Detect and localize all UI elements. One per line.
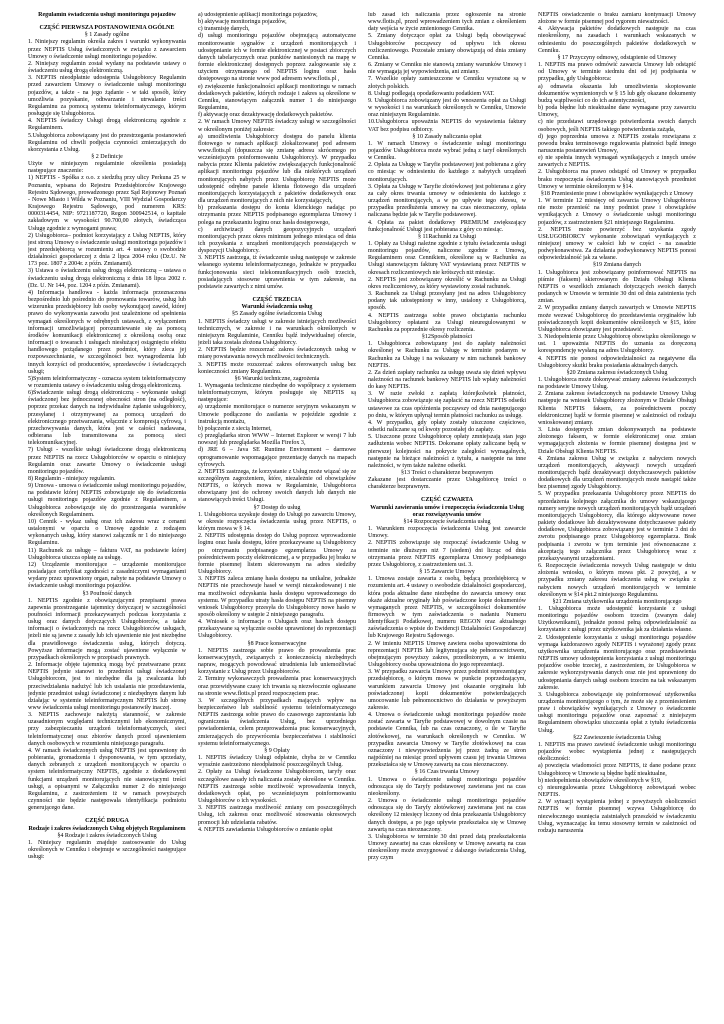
part-heading: CZĘŚĆ CZWARTA: [421, 497, 473, 504]
section-heading: §8 Prace konserwacyjne: [247, 640, 307, 647]
paragraph: 4. Umowa o świadczenie usługi monitoringu pojazdów może zostać zawarta w Taryfie podstawowej w dowolnym czasie na podstawie Cennika, lub na czas oznaczony, o ile w Taryfie złotówkowej, na warunkach określonych w Cenniku. W przypadku zawarcia Umowy w Taryfie złotówkowej na czas oznaczony i niewypowiedzenia jej przez żadną ze stron najpóźniej na miesiąc przed upływem czasu jej trwania Umowa przekształca się w Umowę zawartą na czas nieoznaczony.: [368, 712, 526, 769]
paragraph: 2. Udostępnienie korzystania z usługi monitoringu pojazdów wymaga każdorazowo zgody NEPTIS i wyrażonej zgody przez użytkownika urządzenia monitorującego oraz przedstawienia NEPTIS umowy udostępnienia korzystania z usługi monitoringu pojazdów osobie trzeciej, z zastrzeżeniem, że Usługobiorca w zakresie wykorzystywania danych oraz nie jest uprawniony do udostępniania danych usługi osobom trzecim na tak wskazanym zakresie.: [538, 634, 696, 691]
section-heading: §12Sposób płatności: [421, 334, 473, 341]
part-heading: Warunki świadczenia usług: [241, 304, 313, 311]
paragraph: 2. Umowa o świadczenie usługi monitoringu pojazdów odnosząca się do Taryfy złotówkowej zawierana jest na czas określony 12 miesięcy liczony od dnia przekazania Usługobiorcy danych dostępu, a po jego upływie przekształca się w Umowę zawartą na czas nieoznaczony.: [368, 798, 526, 833]
paragraph: 1. Umowa o świadczenie usługi monitoringu pojazdów odnosząca się do Taryfy podstawowej zawierana jest na czas nieokreślony.: [368, 776, 526, 797]
paragraph: 4. W ramach świadczonych usług NEPTIS jest uprawniony do pobierania, gromadzenia i dysponowania, w tym sprzedaży, danych zebranych z urządzeń monitorujących w oparciu o system teleinformatyczny NEPTIS, zgodnie z dodatkowymi funkcjami urządzeń monitorujących nie stanowiącymi treści usługi, a opisanymi w Załączniku numer 2 do niniejszego Regulaminu, z zastrzeżeniem iż w ramach powyższych czynności nie będzie następowała identyfikacja podmiotu generującego dane.: [28, 747, 186, 812]
paragraph: 4. NEPTIS zastrzega sobie prawo obciążania rachunku Usługobiorcy opłatami za Usługi nieuregulowanymi w Rachunku za poprzednie okresy rozliczenia.: [368, 312, 526, 333]
paragraph: 1. Usługobiorca może dokonywać zmiany zakresu świadczonych na podstawie Umowy Usług.: [538, 376, 696, 391]
paragraph: d) usługi monitoringu pojazdów obejmującą automatyczne monitorowanie sygnałów z urządzeń monitorujących i udostępnianie ich w formie elektronicznej w postaci zbiorczych danych tabelarycznych oraz punktów naniesionych na mapę w formie elektronicznej dostępnych poprzez zalogowanie się z użyciem otrzymanego od NEPTIS loginu oraz hasła dostępowego na stronie www pod adresem www.flotis.pl ,: [198, 33, 356, 83]
paragraph: 2. NEPTIS będzie rozszerzać zakres świadczonych usług w miarę powstawania nowych możliwości technicznych.: [198, 347, 356, 361]
paragraph: 3. Lista dostępnych zmian dokonywanych na podstawie złożonego faksem, w formie elektronicznej oraz zmian wymagających złożenia w formie pisemnej dostępna jest w Dziale Obsługi Klienta NEPTIS.: [538, 427, 696, 455]
paragraph: 1. W ramach Umowy o świadczenie usługi monitoringu pojazdów Usługobiorca może wybrać jedną z taryf określonych w Cenniku.: [368, 140, 526, 162]
paragraph: c) przeglądarka stron WWW – Internet Explorer w wersji 7 lub nowszej lub przeglądarka Mozilla Firefox 3,: [198, 433, 356, 447]
paragraph: a) udostępnienie aplikacji monitoringu pojazdów,: [198, 12, 318, 18]
section-heading: §18 Przeniesienie praw i obowiązków wynikających z Umowy: [540, 190, 694, 197]
paragraph: lub zasad ich naliczania przez ogłoszenie na stronie www.flotis.pl, przed wprowadzeniem tych zmian z określeniem daty wejścia w życie zmienionego Cennika.: [368, 12, 526, 33]
paragraph: c) archiwizacji danych geopozycyjnych urządzeń monitorujących przez okres minimum jednego miesiąca od dnia ich pozyskania z urządzeń monitorujących pozostających w dyspozycji Usługobiorcy.: [198, 226, 356, 255]
paragraph: 4. Opłata za pakiet dodatkowy PREMIUM zwiększający funkcjonalność Usługi jest pobierana z góry co miesiąc.: [368, 219, 526, 233]
column-2: [198, 12, 356, 1024]
column-4: [538, 12, 696, 1024]
column-3: [368, 12, 526, 1024]
paragraph: 1. Wymagania techniczne niezbędne do współpracy z systemem teleinformatycznym, którym posługuje się NEPTIS są następujące:: [198, 382, 356, 404]
paragraph: b) niedopełnienia obowiązków określonych w §19,: [538, 777, 662, 784]
paragraph: 6)Świadczenie usługi drogą elektroniczną - wykonanie usługi świadczonej bez jednoczesnej obecności stron (na odległość), poprzez przekaz danych na indywidualne żądanie usługobiorcy, przesyłanej i otrzymywanej za pomocą urządzeń do elektronicznego przetwarzania, włącznie z kompresją cyfrową, i przechowywania danych, która jest w całości nadawana, odbierana lub transmitowana za pomocą sieci telekomunikacyjnej.: [28, 390, 186, 447]
paragraph: Użyte w niniejszym regulaminie określenia posiadają następujące znaczenie:: [28, 161, 186, 175]
paragraph: 3. Usługobiorca zobowiązuje się poinformować użytkownika urządzenia monitorującego o tym, że może się z przeniesieniem praw i obowiązków wynikających z Umowy o świadczenie usługi monitoringu pojazdów oraz zapoznać z niniejszym Regulaminem obowiązku uiszczania opłat z tytułu świadczenia Usług.: [538, 691, 696, 734]
paragraph: 3. NEPTIS zastrzega możliwość zmiany cen poszczególnych Usług, ich zakresu oraz możliwość stosowania okresowych promocji lub udzielania rabatów.: [198, 805, 356, 826]
section-heading: §4 Rodzaje i zakres świadczonych Usług: [57, 832, 157, 839]
paragraph: 2. NEPTIS zastrzega, że korzystanie z Usług może wiązać się ze szczególnym zagrożeniem, które, niezależnie od obowiązków NEPTIS, o których mowa w Regulaminie, Usługobiorca obowiązany jest do ochrony swoich danych lub danych nie stanowiących treści Usługi.: [198, 468, 356, 504]
paragraph: 1. Usługobiorca może udostępnić korzystanie z usługi monitoringu pojazdów osobom trzecim (zwanym dalej Użytkownikami), jednakże ponosi pełną odpowiedzialność za korzystanie z usługi przez użytkownika jak za działania własne.: [538, 605, 696, 634]
paragraph: e) nie spełnia innych wymagań wynikających z innych umów zawartych z NEPTIS.: [538, 155, 696, 169]
paragraph: 9) Umowa - umowa o świadczenie usługi monitoringu pojazdów, na podstawie której NEPTIS zobowiązuje się do świadczenia usługi monitoringu pojazdów zgodnie z Regulaminem, a Usługobiorca zobowiązuje się do przestrzegania warunków określonych Regulaminem.: [28, 483, 186, 518]
paragraph: d) JRE 6 – Java SE Runtime Environment – darmowe oprogramowanie wspomagające prezentację danych na mapach cyfrowych.: [198, 447, 356, 468]
paragraph: 2. Usługobiorca ma prawo odstąpić od Umowy w przypadku braku rozpoczęcia świadczenia Usług stanowiących przedmiot Umowy w terminie określonym w §14.: [538, 169, 696, 190]
section-heading: §14 Rozpoczęcie świadczenia usług: [403, 518, 491, 525]
paragraph: 7) Usługi - wszelkie usługi świadczone drogą elektroniczną przez NEPTIS na rzecz Usługobiorców w oparciu o niniejszy Regulamin oraz zawarte Umowy o świadczenie usługi monitoringu pojazdów.: [28, 447, 186, 475]
section-heading: § 10 Zasady naliczania opłat: [412, 133, 482, 140]
part-heading: CZĘŚĆ TRZECIA: [252, 297, 302, 304]
paragraph: a) umożliwienia Usługobiorcy dostępu do panelu klienta flotowego w ramach aplikacji zlokalizowanej pod adresem www.flotis.pl (dopuszcza się zmianę adresu skrócenego po wcześniejszym poinformowaniu Usługobiorcy). W przypadku nabycia przez Klienta pakietów zwiększających funkcjonalność aplikacji monitoringu pojazdów lub dla niektórych urządzeń monitorujących nabytych przez Usługobiorcę NEPTIS może udostępnić odrębne panele klienta flotowego dla urządzeń monitorujących korzystających z pakietów dodatkowych oraz dla urządzeń monitorujących z nich nie korzystających,: [198, 133, 356, 205]
paragraph: 2. Zmiana zakresu świadczonych na podstawie Umowy Usług następuje na wniosek Usługobiorcy złożonym w Dziale Obsługi Klienta NEPTIS faksem, za pośrednictwem poczty elektronicznej bądź w formie pisemnej w zależności od rodzaju wnioskowanej zmiany.: [538, 391, 696, 426]
paragraph: c) nie przedstawi urzędowego potwierdzenia swoich danych osobowych, jeśli NEPTIS takiego potwierdzenia zażąda,: [538, 119, 696, 133]
section-heading: § 9 Opłaty: [264, 747, 290, 754]
section-heading: §20 Zmiana zakresu świadczonych Usług: [566, 369, 668, 376]
paragraph: 3. Opłata za Usługę w Taryfie złotówkowej jest pobierana z góry za cały okres trwania umowy w odniesieniu do każdego z urządzeń monitorujących, a w po upływie tego okresu, w przypadku przedłużenia umowy na czas nieoznaczony, opłata naliczana będzie jak w Taryfie podstawowej.: [368, 183, 526, 219]
paragraph: 3. W razie zwłoki z zapłatą którejkolwiek płatności, Usługobiorca zobowiązuje się zapłacić na rzecz NEPTIS odsetki ustawowe za czas opóźnienia począwszy od dnia następującego po dniu, w którym upłynął termin płatności rachunku za usługę.: [368, 391, 526, 419]
section-heading: §21 Zmiana użytkownika urządzenia monitorującego: [552, 598, 682, 605]
paragraph: 4. NEPTIS zawiadamia Usługobiorców o zmianie opłat: [198, 826, 333, 833]
paragraph: 1. NEPTIS ma prawo odmówić zawarcia Umowy lub odstąpić od Umowy w terminie siedmiu dni od jej podpisania w przypadku, gdy Usługobiorca:: [538, 62, 696, 83]
paragraph: 3. NEPTIS zastrzega, iż świadczenie usług następuje w zakresie własnego systemu teleinformatycznego, jednakże w przypadku funkcjonowania sieci telekomunikacyjnych osób trzecich, posiadających stosowne uprawnienia w tym zakresie, na podstawie zawartych z nimi umów.: [198, 255, 356, 290]
paragraph: 2. W ramach Umowy NEPTIS świadczy usługi w szczególności w określonym poniżej zakresie:: [198, 119, 356, 133]
paragraph: 3. NEPTIS zachowuje należytą staranność, w zakresie uzasadnionym względami technicznymi lub ekonomicznymi, przy zabezpieczaniu urządzeń teleinformatycznych, sieci teleinformatycznej oraz zbiorów danych przed ujawnieniem danych osobowych w rozumieniu niniejszego paragrafu.: [28, 712, 186, 747]
part-heading: CZĘŚĆ DRUGA: [85, 818, 129, 825]
paragraph: 5. W przypadku przekazania Usługobiorcy przez NEPTIS do sprzedażenia kolejnego załącznika do umowy wskazującego numery seryjne nowych urządzeń monitorujących bądź urządzeń monitorujących Usługobiorcy, dla którego aktywowane nowe pakiety dodatkowe lub dezaktywowane dotychczasowe pakiety dodatkowe, Usługobiorca zobowiązany jest w terminie 3 dni do zwrotu podpisanego przez Usługobiorcę egzemplarza. Brak podpisania i zwrotu w tym terminie jest równoznaczne z akceptacją tego załącznika przez Usługobiorcę wraz z przekazywanymi urządzeniami.: [538, 491, 696, 562]
paragraph: 5)System teleinformatyczny - oznacza system teleinformatyczny w rozumieniu ustawy o świadczeniu usług drogą elektroniczną.: [28, 375, 186, 389]
paragraph: 1. NEPTIS zgodnie z obowiązującymi przepisami prawa zapewnia przestrzeganie tajemnicy dotyczącej w szczególności poufności informacji przekazywanych podczas korzystania z usług oraz danych dotyczących Usługobiorców, a także informacji o świadczonych na rzecz Usługobiorców usługach, jeżeli nie są jawne z zasady lub ich ujawnienie nie jest niezbędne dla prawidłowego świadczenia usług, których dotyczą. Powyższe informacje mogą zostać ujawnione wyłącznie w przypadkach określonych w przepisach prawnych.: [28, 597, 186, 661]
paragraph: b) przekazania dostępu do konta klienckiego nadając po otrzymaniu przez NEPTIS podpisanego egzemplarza Umowy i polega na przekazaniu loginu oraz hasła dostępowego,: [198, 205, 356, 226]
paragraph: 3. Niedopełnienie przez Usługobiorcę obowiązku określonego w ust. 1 upoważnia NEPTIS do uznania za doręczoną korespondencję wysłaną na adres Usługobiorcy.: [538, 334, 696, 355]
paragraph: 1. Umowa zostaje zawarta z osobą, będącą przedsiębiorcą w rozumieniu art. 4 ustawy o swobodzie działalności gospodarczej, która poda aktualne dane niezbędne do zawarcia umowy oraz okaże aktualne oryginały lub poświadczone kopie dokumentów wymaganych przez NEPTIS, w szczególności dokumentów firmowych w tym zaświadczenia o nadaniu Numeru Identyfikacji Podatkowej, numeru REGON oraz aktualnego zaświadczenia o wpisie do Ewidencji Działalności Gospodarczej lub Krajowego Rejestru Sądowego.: [368, 576, 526, 640]
paragraph: d) jego poprzednia umowa z NEPTIS została rozwiązana z powodu braku terminowego regulowania płatności bądź innego naruszenia postanowień Umowy,: [538, 133, 696, 154]
paragraph: 1. Niniejszy regulamin określa zakres i warunki wykonywania przez NEPTIS Usług świadczonych w związku z zawarciem Umowy o świadczenie usługi monitoringu pojazdów.: [28, 39, 186, 60]
paragraph: 1. NEPTIS zastrzega sobie prawo do prowadzenia prac konserwacyjnych, związanych z koniecznością niezbędnych napraw, mogących powodować utrudnienia lub uniemożliwiać korzystanie z Usług przez Usługobiorców.: [198, 647, 356, 676]
paragraph: 12) Urządzenie monitorujące – urządzenie monitorujące posiadające certyfikat zgodności z zasadniczymi wymaganiami wydany przez uprawniony organ, nabyte na podstawie Umowy o świadczenie usługi monitoringu pojazdów.: [28, 561, 186, 590]
paragraph: 5. Uiszczone przez Usługobiorcę opłaty zmniejszają stan jego zadłużenia wobec NEPTIS. Dokonane opłaty zaliczane będą w pierwszej kolejności na pokrycie zaległości wymagalnych, następnie na bieżące należności z tytułu, a następnie na inne należności, w tym także należne odsetki.: [368, 434, 526, 469]
part-heading: Rodzaje i zakres świadczonych Usług objętych Regulaminem: [28, 825, 186, 832]
paragraph: 7. Wszelkie opłaty zamieszczone w Cenniku wyrażone są w złotych polskich.: [368, 76, 526, 90]
paragraph: NEPTIS oświadczenie o braku zamiaru kontynuacji Umowy złożone w formie pisemnej pod rygorem nieważności.: [538, 12, 696, 26]
paragraph: e) zwiększenie funkcjonalności aplikacji monitoringu w ramach dodatkowych pakietów, których rodzaje i zakres są określone w Cenniku, stanowiącym załącznik numer 1 do niniejszego Regulaminu,: [198, 83, 356, 112]
paragraph: 3. Usługobiorca w terminie 30 dni przed datą przekształcenia Umowy zawartej na czas określony w Umowę zawartą na czas nieokreślony może zrezygnować z dalszego świadczenia Usług, przy czym: [368, 833, 526, 862]
part-heading: CZĘŚĆ PIERWSZA POSTANOWIENIA OGÓLNE: [39, 25, 175, 32]
paragraph: 4) Informacja handlowa - każda informacja przeznaczona bezpośrednio lub pośrednio do promowania towarów, usług lub wizerunku przedsiębiorcy lub osoby wykonującej zawód, której prawo do wykonywania zawodu jest uzależnione od spełnienia wymagań określonych w odrębnych ustawach, z wyłączeniem informacji umożliwiającej porozumiewanie się za pomocą środków komunikacji elektronicznej z określoną osobą oraz informacji o towarach i usługach niesłużącej osiągnięciu efektu handlowego pożądanego przez podmiot, który zleca jej rozpowszechnianie, w szczególności bez wynagrodzenia lub innych korzyści od producentów, sprzedawców i świadczących usługi;: [28, 289, 186, 375]
section-heading: § 16 Czas trwania Umowy: [414, 769, 480, 776]
paragraph: 4. Wniosek o informacje o Usługach oraz hasłach dostępu przekazywane są wyłącznie osobie uprawnionej do reprezentacji Usługobiorcy.: [198, 619, 356, 640]
paragraph: 2. Informacje objęte tajemnicą mogą być przetwarzane przez NEPTIS jedynie stanowi to przedmiot usługi świadczonej Usługobiorcom, jest to niezbędne dla ją zwalczania lub przeciwdziałania nadużyć lub ich ustalania nie przedstawienia, jedynie przedmiot usługi świadczonej z niezbędnym danym lub działając w systemie teleinformatycznym NEPTIS lub stronę www świadczenia usługi monitoringu postanowiły inaczej.: [28, 662, 186, 711]
section-heading: § 15 Zawarcie Umowy: [419, 569, 475, 576]
paragraph: 4. Aktywacja pakietów dodatkowych następuje na czas nieokreślony, na zasadach i warunkach wskazanych w odniesieniu do poszczególnych pakietów dodatkowych w Cenniku.: [538, 26, 696, 54]
section-heading: §3 Poufność danych: [82, 590, 132, 597]
paragraph: 4. Zmiana zakresu Usług w związku z nabyciem nowych urządzeń monitorujących, aktywacji nowych urządzeń monitorujących bądź dezaktywacji dotychczasowych pakietów dodatkowych dla urządzeń monitorujących może nastąpić także bez pisemnej zgody Usługobiorcy.: [538, 455, 696, 491]
paragraph: 1. NEPTIS świadczy Usługi odpłatnie, chyba że w Cenniku wyraźnie zastrzeżono nieodpłatność poszczególnych Usług.: [198, 755, 356, 769]
paragraph: 2. Opłata za Usługę w Taryfie podstawowej jest pobierana z góry co miesiąc w odniesieniu do każdego z nabytych urządzeń monitorujących.: [368, 162, 526, 183]
paragraph: 4. W przypadku, gdy opłaty zostały uiszczone częściowo, odsetki naliczane są od kwoty pozostałej do zapłaty.: [368, 419, 526, 434]
paragraph: 6. Rozpoczęcie świadczenia nowych Usług następuje w dniu złożenia wniosku, o którym mowa pkt. 2 powyżej, a w przypadku zmiany zakresu świadczenia usług w związku z nabyciem nowych urządzeń monitorujących w terminie określonym w §14 pkt.2 niniejszego Regulaminu.: [538, 563, 696, 598]
paragraph: 1. Opłaty za Usługi należne zgodnie z tytułu świadczenia usługi monitoringu pojazdów, naliczone zgodnie z Umową, Regulaminem oraz Cennikiem, określone są w Rachunku za Usługi stanowiącym fakturę VAT wystawianą przez NEPTIS w okresach rozliczeniowych nie krótszych niż miesiąc.: [368, 241, 526, 276]
section-heading: §6 Warunki techniczne, zagrożenia: [234, 375, 320, 382]
section-heading: §7 Dostęp do usług: [253, 504, 301, 511]
paragraph: 2. NEPTIS może powierzyć bez uzyskania zgody USŁUGOBIORCY wykonanie zobowiązań wynikających z niniejszej umowy w całości lub w części - na zasadzie podwykonawstwa. Za działania podwykonawcy NEPTIS ponosi odpowiedzialność jak za własne.: [538, 226, 696, 262]
section-heading: §19 Zmiana danych: [592, 262, 642, 269]
paragraph: 3. NEPTIS zaleca zmianę hasła dostępu na unikalne, jednakże NEPTIS nie przechowuje haseł w wersji niezakodowanej i nie ma możliwości odzyskania hasła dostępu wprowadzonego do systemu. W przypadku utraty hasła dostępu NEPTIS na pisemny wniosek Usługobiorcy przesyła do Usługobiorcy nowe hasło w sposób określony w ustępie 2 niniejszego paragrafu.: [198, 576, 356, 618]
paragraph: f) aktywację oraz dezaktywację dodatkowych pakietów.: [198, 112, 334, 119]
paragraph: 2. NEPTIS jest zobowiązany określić w Rachunku za Usługi okres rozliczeniowy, za który wystawiony został rachunek.: [368, 276, 526, 290]
paragraph: 1. NEPTIS ma prawo zawiesić świadczenie usługi monitoringu pojazdów wobec wystąpienia jednej z następujących okoliczności:: [538, 741, 696, 763]
paragraph: a) urządzenie monitorujące o numerze seryjnym wskazanym w Umowie podłączone do zasilania w pojeździe zgodnie z instrukcją montażu,: [198, 404, 356, 425]
section-heading: §13 Treści o charakterze bezprawnym: [400, 470, 493, 476]
paragraph: 2. W sytuacji wystąpienia jednej z powyższych okoliczności NEPTIS w formie pisemnej wzywa Usługobiorcę do niezwłocznego usunięcia zaistniałych przeszkód w świadczeniu Usług, wyznaczając ku temu stosowny termin w zależności od rodzaju naruszenia: [538, 799, 696, 834]
paragraph: b) aktywację monitoringu pojazdów,: [198, 19, 287, 26]
paragraph: 8. Usługi podlegają opodatkowaniu podatkiem VAT.: [368, 90, 495, 97]
paragraph: 1. Usługobiorca zobowiązany jest do zapłaty należności określonej w Rachunku za Usługę w terminie podanym w Rachunku za Usługę i na wskazany w nim rachunek bankowy NEPTIS.: [368, 341, 526, 369]
paragraph: 11) Rachunek za usługę – faktura VAT, na podstawie której Usługobiorca uiszcza opłatę za usługę.: [28, 547, 186, 561]
section-heading: § 17 Przyczyny odmowy, odstąpienie od Umowy: [557, 54, 677, 61]
paragraph: 3) Ustawa o świadczeniu usług drogą elektroniczną – ustawa o świadczeniu usług drogą elektroniczną z dnia 18 lipca 2002 r. (Dz. U. Nr 144, poz. 1204 z późn. Zmianami).: [28, 268, 186, 289]
paragraph: 5. Zmiany dotyczące opłat za Usługi będą obowiązywać Usługobiorców począwszy od upływu ich okresu rozliczeniowego. Pozostałe zmiany obowiązują od dnia zmiany Cennika.: [368, 33, 526, 61]
paragraph: c) nieuregulowania przez Usługobiorcę zobowiązań wobec NEPTIS.: [538, 784, 696, 799]
paragraph: 10.Usługobiorca upoważnia NEPTIS do wystawienia faktury VAT bez podpisu odbiorcy.: [368, 119, 526, 133]
paragraph: 2. Niniejszy regulamin został wydany na podstawie ustawy o świadczeniu usług drogą elektroniczną.: [28, 60, 186, 75]
paragraph: 5.Usługobiorca zobowiązany jest do przestrzegania postanowień Regulaminu od chwili podjęcia czynności zmierzających do skorzystania z Usług.: [28, 132, 186, 153]
part-heading: Warunki zawierania umów i rozpoczęcia świadczenia Usług oraz rozwiązywania umów: [370, 504, 524, 518]
paragraph: 1. Usługobiorca jest zobowiązany poinformować NEPTIS na piśmie (faksem) skierowanym do Działu Obsługi Klienta NEPTIS o wszelkich zmianach dotyczących swoich danych podanych w Umowie w terminie 30 dni od dnia zaistnienia tych zmian.: [538, 269, 696, 305]
column-1: [28, 12, 186, 1024]
section-heading: §5 Zasady ogólne świadczenia Usług: [231, 311, 322, 318]
paragraph: 3. Rachunek za Usługi przesyłany jest na adres Usługobiorcy podany tak udostępniony w inny, ustalony z Usługobiorcą, sposób.: [368, 291, 526, 312]
section-heading: § 1 Zasady ogólne: [84, 32, 130, 39]
section-heading: § 2 Definicje: [91, 153, 123, 160]
paragraph: 1. Warunkiem rozpoczęcia świadczenia Usług jest zawarcie Umowy.: [368, 526, 526, 540]
paragraph: a) powzięcia wiadomości przez NEPTIS, iż dane podane przez Usługobiorcę w Umowie są błędne bądź nieaktualne,: [538, 763, 696, 777]
paragraph: a) odmawia okazania lub umożliwienia skopiowanie dokumentów wymienionych w § 15 lub gdy okazane dokumenty budzą wątpliwości co do ich autentyczności,: [538, 83, 696, 104]
paragraph: 1) NEPTIS - Spółka z o.o. z siedzibą przy ulicy Perkuna 25 w Poznaniu, wpisana do Rejestru Przedsiębiorców Krajowego Rejestru Sądowego, prowadzonego przez Sąd Rejonowy Poznań - Nowe Miasto i Wilda w Poznaniu, VIII Wydział Gospodarczy Krajowego Rejestru Sądowego, pod numerem KRS: 0000314454, NIP: 9721187720, Regon 300942514, o kapitale zakładowym w wysokości 90.700,00 złotych, świadcząca Usługę zgodnie z wymogami prawa;: [28, 175, 186, 232]
paragraph: 2) Usługobiorca– podmiot korzystający z Usług NEPTIS, który jest stroną Umowy o świadczenie usługi monitoringu pojazdów i jest przedsiębiorcą w rozumieniu art. 4 ustawy o swobodzie działalności gospodarczej z dnia 2 lipca 2004 roku (Dz.U. Nr 173 poz. 1807 z 2004r. z późn. Zmianami).: [28, 232, 186, 268]
paragraph: 4. NEPTIS świadczy Usługi drogą elektroniczną zgodnie z Regulaminem.: [28, 118, 186, 132]
paragraph: 1. W terminie 12 miesięcy od zawarcia Umowy Usługobiorca nie może przenieść na inny podmiot praw i obowiązków wynikających z Umowy o świadczenie usługi monitoringu pojazdów, z zastrzeżeniem §21 niniejszego Regulaminu.: [538, 198, 696, 226]
paragraph: Zakazane jest dostarczanie przez Usługobiorcę treści o charakterze bezprawnym.: [368, 477, 526, 491]
paragraph: b) połączenie z siecią Internet,: [198, 425, 272, 432]
paragraph: 2. W przypadku zmiany danych zawartych w Umowie NEPTIS może wezwać Usługobiorcę do przedstawienia oryginałów lub poświadczonych kopii dokumentów określonych w §15, które Usługobiorca obowiązany jest przedstawić.: [538, 305, 696, 333]
paragraph: 3. W przypadku zawarcia Umowy przez podmiot reprezentujący przedsiębiorcę, o którym mowa w punkcie poprzedzającym, warunkiem zawarcia Umowy jest okazanie oryginału lub poświadczonej kopii dokumentów potwierdzających umocowanie lub pełnomocnictwo do działania w powyższym zakresie.: [368, 669, 526, 711]
part-heading: Regulamin świadczenia usługi monitoringu pojazdów: [38, 12, 176, 18]
paragraph: 6. Zmiany w Cenniku nie stanowią zmiany warunków Umowy i nie wymagają jej wypowiedzenia, ani zmiany.: [368, 62, 526, 76]
paragraph: 2. NEPTIS udostępnia dostęp do Usług poprzez wprowadzenie loginu oraz hasła dostępu, które przekazywane są Usługobiorcy po otrzymaniu podpisanego egzemplarza Umowy za pośrednictwem poczty elektronicznej, a w przypadku jej braku w formie pisemnej listem skierowanym na adres siedziby Usługobiorcy.: [198, 533, 356, 576]
paragraph: c) transmisję danych,: [198, 26, 250, 33]
paragraph: 2. Terminy wykonawczych prowadzenia prac konserwacyjnych oraz przewidywane czasy ich trwania są niezwłocznie ogłaszane na stronie www.flotis.pl przed rozpoczęciem prac.: [198, 676, 356, 697]
paragraph: 1. Usługobiorca uzyskuje dostęp do Usługi po zawarciu Umowy, w okresie rozpoczęcia świadczenia usług przez NEPTIS, o którym mowa w § 14.: [198, 511, 356, 533]
paragraph: 3. NEPTIS może rozszerzać zakres oferowanych usług bez konieczności zmiany Regulaminu.: [198, 361, 356, 375]
paragraph: 2. Opłaty za Usługi świadczone Usługobiorcom, taryfy oraz szczegółowe zasady ich naliczania zostały określone w Cenniku. NEPTIS zastrzega sobie możliwość wprowadzenia innych, dodatkowych opłat, po wcześniejszym poinformowaniu Usługobiorców o ich wysokości.: [198, 769, 356, 805]
paragraph: 1. Niniejszy regulamin znajduje zastosowanie do Usług określonych w Cenniku i obejmuje w szczególności następujące usługi:: [28, 839, 186, 861]
paragraph: 3. NEPTIS nieodpłatnie udostępnia Usługobiorcy Regulamin przed zawarciem Umowy o świadczenie usługi monitoringu pojazdów, a także - na jego żądanie - w taki sposób, który umożliwia pozyskanie, odtwarzanie i utrwalanie treści Regulaminu za pomocą systemu teleinformatycznego, którym posługuje się Usługobiorca.: [28, 75, 186, 118]
paragraph: 2. W imieniu NEPTIS Umowę zawiera osoba upoważniona do reprezentacji NEPTIS lub legitymująca się pełnomocnictwem, obejmującym powyższy zakres, przedłożonym, a w imieniu Usługobiorcy osoba upoważniona do jego reprezentacji.: [368, 640, 526, 669]
paragraph: b) poda błędne lub nieaktualne dane wymagane przy zawarciu Umowy,: [538, 105, 696, 119]
text-columns: [28, 12, 696, 1024]
paragraph: 9. Usługobiorca zobowiązany jest do wnoszenia opłat za Usługi w wysokości i na warunkach określonych w Cenniku, Umowie oraz niniejszym Regulaminie.: [368, 97, 526, 119]
paragraph: 10) Cennik - wykaz usług oraz ich zakresu wraz z cenami ustalonymi w oparciu o Umowę zgodnie z rodzajem wykonanych usług, który stanowi załącznik nr 1 do niniejszego Regulaminu.: [28, 518, 186, 547]
paragraph: 2. Za dzień zapłaty rachunku za usługę uważa się dzień wpływu należności na rachunek bankowy NEPTIS lub wpłaty należności do kasy NEPTIS.: [368, 369, 526, 391]
section-heading: § 11Rachunki za Usługi: [417, 233, 477, 240]
paragraph: 3. W szczególnych przypadkach mających wpływ na bezpieczeństwo lub stabilność systemu teleinformatycznego NEPTIS zastrzega sobie prawo do czasowego zaprzestania lub ograniczenia świadczenia Usług, bez uprzedniego powiadomienia, celem przeprowadzenia prac konserwacyjnych, zmierzających do przywrócenia bezpieczeństwa i stabilności systemu teleinformatycznego.: [198, 697, 356, 747]
paragraph: 2. NEPTIS zobowiązuje się rozpocząć świadczenie Usług w terminie nie dłuższym niż 7 (siedem) dni licząc od dnia otrzymania przez NEPTIS egzemplarza Umowy podpisanego przez Usługobiorcę, z zastrzeżeniem ust. 3.: [368, 540, 526, 568]
paragraph: 1. NEPTIS świadczy usługi w zakresie istniejących możliwości technicznych, w zakresie i na warunkach określonych w niniejszym Regulaminie, Cenniku bądź indywidualnej ofercie, jeżeli taka została złożona Usługobiorcy.: [198, 318, 356, 347]
paragraph: 4. NEPTIS nie ponosi odpowiedzialności za negatywne dla Usługobiorcy skutki braku posiadania aktualnych danych.: [538, 355, 696, 369]
paragraph: 8) Regulamin - niniejszy regulamin.: [28, 476, 116, 482]
section-heading: §22 Zawieszenie świadczenia Usług: [573, 734, 661, 741]
